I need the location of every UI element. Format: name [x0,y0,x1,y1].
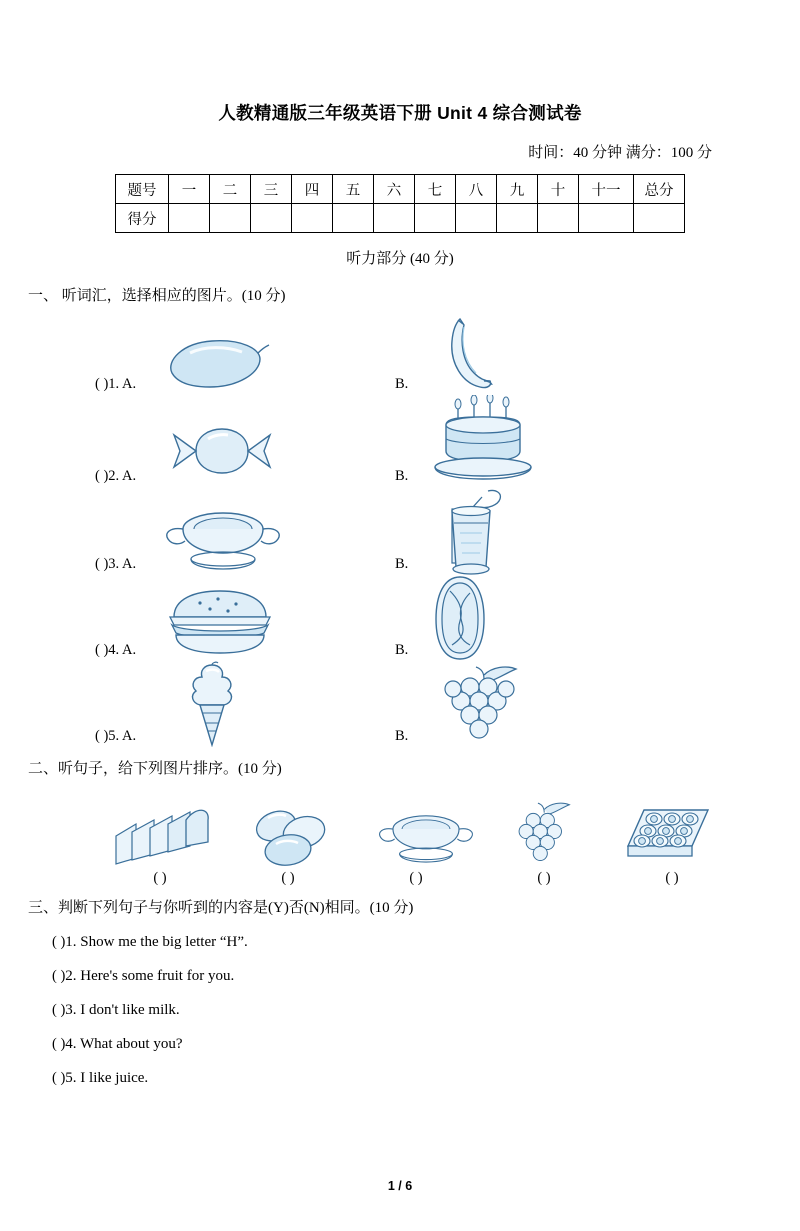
option-b-label-3: B. [395,556,409,572]
score-cell-1[interactable] [169,204,210,233]
option-a-label-1: A. [122,376,137,392]
section-one-heading: 一、 听词汇，选择相应的图片。(10 分) [28,288,286,304]
tf-bracket-2[interactable]: ( ) [52,968,66,984]
tf-bracket-4[interactable]: ( ) [52,1036,66,1052]
exam-meta: 时间：40 分钟 满分：100 分 [528,145,712,161]
option-b-label-2: B. [395,468,409,484]
question-row-1 [0,311,800,395]
soup-bowl-icon-2 [374,802,478,866]
section-two-heading: 二、听句子，给下列图片排序。(10 分) [28,761,282,777]
score-cell-7[interactable] [415,204,456,233]
tf-bracket-5[interactable]: ( ) [52,1070,66,1086]
question-5-option-a [95,728,136,745]
section-three-items [0,934,800,1087]
mango-icon [160,333,270,395]
tf-row-5 [0,1070,800,1087]
score-cell-9[interactable] [497,204,538,233]
question-1-option-a [95,376,136,393]
tf-bracket-1[interactable]: ( ) [52,934,66,950]
hot-dog-icon [430,575,490,661]
table-row-header [116,175,685,204]
order-bracket-5[interactable]: ( ) [665,870,679,886]
page-title: 人教精通版三年级英语下册 Unit 4 综合测试卷 [218,103,582,123]
option-a-label-3: A. [122,556,137,572]
question-row-4 [0,575,800,661]
score-table-row-label-2: 得分 [116,204,169,233]
score-cell-11[interactable] [579,204,634,233]
tf-text-1: 1. Show me the big letter “H”. [65,934,248,950]
hamburger-icon [160,587,280,657]
score-col-5: 五 [333,175,374,204]
answer-bracket-4[interactable]: ( ) [95,642,109,658]
egg-tray-icon [612,794,716,866]
section-two-answer-brackets [0,870,800,887]
score-cell-2[interactable] [210,204,251,233]
option-b-label-1: B. [395,376,409,392]
table-row-score [116,204,685,233]
score-col-11: 十一 [579,175,634,204]
score-table [115,174,685,233]
score-cell-3[interactable] [251,204,292,233]
order-bracket-1[interactable]: ( ) [153,870,167,886]
section-two-row [0,786,800,886]
order-bracket-3[interactable]: ( ) [409,870,423,886]
tf-row-3 [0,1002,800,1019]
score-col-1: 一 [169,175,210,204]
question-4-option-b [395,642,408,659]
eggs-icon [242,802,346,866]
score-col-2: 二 [210,175,251,204]
score-cell-4[interactable] [292,204,333,233]
score-col-10: 十 [538,175,579,204]
tf-text-3: 3. I don't like milk. [65,1002,180,1018]
soup-bowl-icon [160,499,286,571]
question-number-1: 1. [108,376,120,392]
score-cell-8[interactable] [456,204,497,233]
answer-bracket-3[interactable]: ( ) [95,556,109,572]
tf-text-5: 5. I like juice. [65,1070,149,1086]
question-4-option-a [95,642,136,659]
section-three-heading: 三、判断下列句子与你听到的内容是(Y)否(N)相同。(10 分) [28,900,414,916]
question-2-option-b [395,468,408,485]
score-col-7: 七 [415,175,456,204]
question-row-2 [0,395,800,487]
option-b-label-4: B. [395,642,409,658]
score-cell-5[interactable] [333,204,374,233]
score-col-3: 三 [251,175,292,204]
question-number-3: 3. [108,556,120,572]
question-number-4: 4. [108,642,120,658]
option-a-label-2: A. [122,468,137,484]
ice-cream-icon [176,661,248,747]
tf-row-1 [0,934,800,951]
score-col-8: 八 [456,175,497,204]
tf-text-2: 2. Here's some fruit for you. [65,968,235,984]
tf-text-4: 4. What about you? [65,1036,183,1052]
answer-bracket-1[interactable]: ( ) [95,376,109,392]
page-footer: 1 / 6 [387,1179,413,1193]
score-cell-total[interactable] [634,204,685,233]
question-number-5: 5. [108,728,120,744]
tf-row-2 [0,968,800,985]
score-col-4: 四 [292,175,333,204]
banana-icon [430,315,510,395]
score-cell-10[interactable] [538,204,579,233]
question-3-option-b [395,556,408,573]
exam-page [0,100,800,1231]
tf-row-4 [0,1036,800,1053]
score-col-6: 六 [374,175,415,204]
score-col-total: 总分 [634,175,685,204]
option-a-label-5: A. [122,728,137,744]
question-2-option-a [95,468,136,485]
question-3-option-a [95,556,136,573]
score-table-wrapper [0,174,800,233]
order-bracket-4[interactable]: ( ) [537,870,551,886]
section-one-items [0,311,800,747]
candy-icon [160,421,280,481]
question-1-option-b [395,376,408,393]
score-table-row-label: 题号 [116,175,169,204]
option-b-label-5: B. [395,728,409,744]
bread-slices-icon [110,802,214,866]
grapes-icon [440,663,530,747]
question-row-5 [0,661,800,747]
juice-glass-icon [430,487,516,575]
option-a-label-4: A. [122,642,137,658]
grapes-icon-2 [506,800,584,866]
answer-bracket-2[interactable]: ( ) [95,468,109,484]
section-two-images [0,786,800,866]
answer-bracket-5[interactable]: ( ) [95,728,109,744]
score-cell-6[interactable] [374,204,415,233]
score-col-9: 九 [497,175,538,204]
birthday-cake-icon [430,395,540,487]
question-row-3 [0,487,800,575]
order-bracket-2[interactable]: ( ) [281,870,295,886]
question-number-2: 2. [108,468,120,484]
tf-bracket-3[interactable]: ( ) [52,1002,66,1018]
question-5-option-b [395,728,408,745]
listening-part-header: 听力部分 (40 分) [346,251,454,267]
